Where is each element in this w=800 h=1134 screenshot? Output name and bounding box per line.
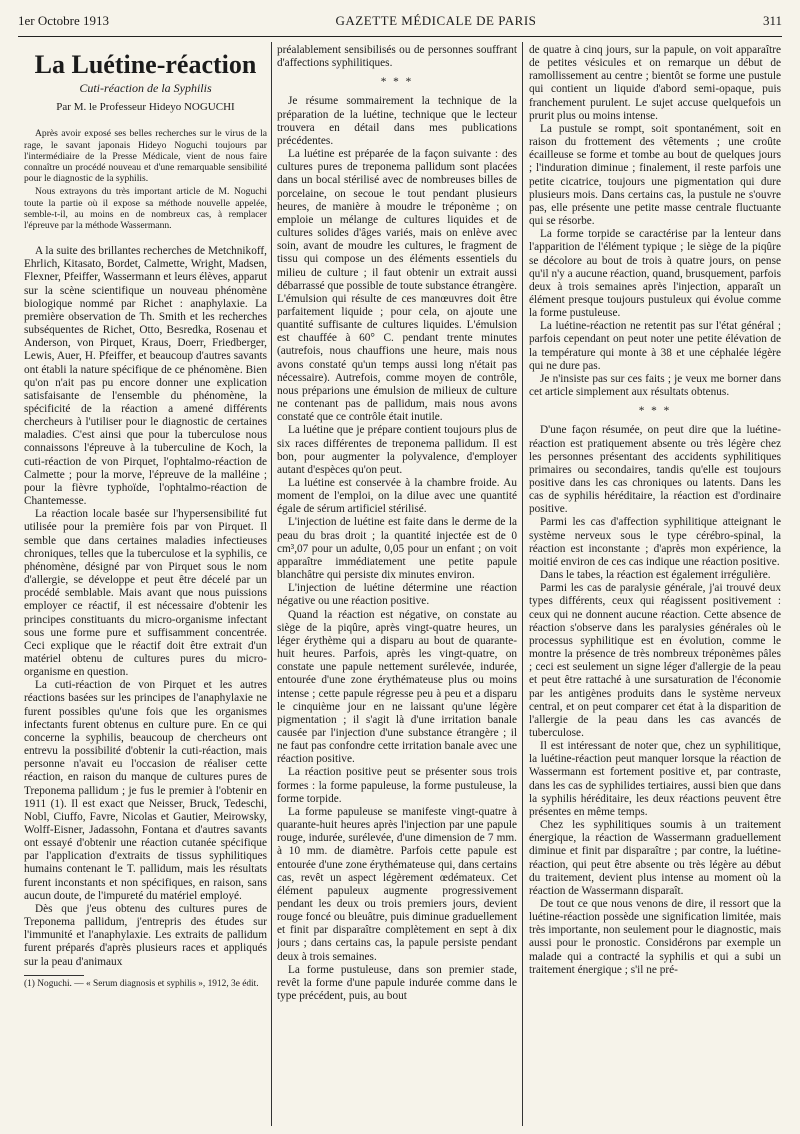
page-header	[18, 8, 782, 34]
paragraph: La luétine est préparée de la façon suivante : des cultures pures de treponema pallidum sont placées dans un bocal stérilisé avec de nombreuses billes de porcelaine, on secoue le tout pendant plusieurs heures, de manière à moudre le tréponème ; on emploie un mélange de cultures liquides et de cultures solides d'âges variés, mais on enlève avec soin, avant de moudre les cultures, le fragment de tissu qui compose un des éléments essentiels du milieu de culture ; il faut obtenir un extrait aussi débarrassé que possible de toute substance étrangère. L'émulsion qui résulte de ces manœuvres doit être parfaitement liquide ; pour cela, on ajoute une quantité suffisante de cultures liquides. L'émulsion est chauffée à 60° C. pendant trente minutes (autrefois, nous chauffions une heure, mais nous avons constaté qu'un temps aussi long n'était pas nécessaire). Autrefois, comme moyen de contrôle, nous préparions une émulsion de milieux de culture ne contenant pas de pallidum, mais nous avons constaté que ce contrôle était inutile.	[277, 148, 517, 424]
journal-title: GAZETTE MÉDICALE DE PARIS	[335, 13, 537, 28]
paragraph: Je résume sommairement la technique de la préparation de la luétine, technique que le lecteur trouvera en détail dans mes publications précédentes.	[277, 95, 517, 147]
article-title: La Luétine-réaction	[34, 50, 257, 79]
paragraph: Chez les syphilitiques soumis à un traitement énergique, la réaction de Wassermann graduellement diminue et finit par disparaître ; par contre, la luétine-réaction, qui peut être absente ou très légère au début du traitement, devient plus intense au moment où la réaction de Wassermann disparaît.	[529, 819, 781, 897]
paragraph: Quand la réaction est négative, on constate au siège de la piqûre, après vingt-quatre heures, un léger érythème qui a disparu au bout de quarante-huit heures. Parfois, après les vingt-quatre, on constate une papule nettement surélevée, indurée, entourée d'une zone érythémateuse plus ou moins intense ; cette papule régresse peu à peu et a disparu le cinquième jour en ne laissant qu'une légère pigmentation ; il s'agit là d'une irritation banale causée par l'injection d'une substance étrangère ; il ne faut pas confondre cette irritation banale avec une réaction positive.	[277, 608, 517, 766]
paragraph: D'une façon résumée, on peut dire que la luétine-réaction est pratiquement absente ou très légère chez les personnes présentant des accidents syphilitiques primaires ou secondaires, tandis qu'elle est toujours positive dans les cas chroniques ou latents. Dans les cas de syphilis héréditaire, la réaction est d'ordinaire positive.	[529, 424, 781, 516]
paragraph: L'injection de luétine est faite dans le derme de la peau du bras droit ; la quantité injectée est de 0 cm³,07 pour un adulte, 0,05 pour un enfant ; on voit apparaître immédiatement une petite papule blanchâtre qui persiste dix minutes environ.	[277, 516, 517, 582]
paragraph: Dès que j'eus obtenu des cultures pures de Treponema pallidum, j'entrepris des études sur l'immunité et l'anaphylaxie. Les extraits de pallidum furent préparés d'après plusieurs races et appliqués sur la peau d'animaux	[24, 902, 267, 968]
paragraph: Il est intéressant de noter que, chez un syphilitique, la luétine-réaction peut manquer lorsque la réaction de Wassermann est fortement positive et, par contraste, dans les cas de syphilides tertiaires, aussi bien que dans la syphilis héréditaire, les deux réactions peuvent être présentes en même temps.	[529, 740, 781, 818]
footnote-rule	[24, 975, 84, 976]
paragraph: La luétine est conservée à la chambre froide. Au moment de l'emploi, on la dilue avec une quantité égale de sérum artificiel stérilisé.	[277, 477, 517, 516]
paragraph: Dans le tabes, la réaction est également irrégulière.	[540, 569, 771, 582]
paragraph: La luétine que je prépare contient toujours plus de six races différentes de treponema pallidum. Il est bon, pour augmenter la polyvalence, d'employer autant d'espèces qu'on peut.	[277, 424, 517, 476]
paragraph: La luétine-réaction ne retentit pas sur l'état général ; parfois cependant on peut noter une petite élévation de la température qui monte à 38 et une céphalée légère qui ne dure pas.	[529, 320, 781, 372]
paragraph: La forme torpide se caractérise par la lenteur dans l'apparition de l'élément typique ; le siège de la piqûre se décolore au bout de trois à quatre jours, on pense qu'il n'y a aucune réaction, quand, brusquement, parfois deux à trois semaines après l'injection, apparaît un élément presque toujours pustuleux qui évolue comme la forme pustuleuse.	[529, 228, 781, 320]
article-subtitle: Cuti-réaction de la Syphilis	[79, 81, 212, 95]
paragraph: De tout ce que nous venons de dire, il ressort que la luétine-réaction possède une signification limitée, mais très importante, non seulement pour le diagnostic, mais aussi pour le pronostic. Considérons par exemple un malade qui a contracté la syphilis et qui a subi un traitement énergique ; s'il ne pré-	[529, 898, 781, 976]
article-byline: Par M. le Professeur Hideyo NOGUCHI	[56, 101, 235, 114]
paragraph: La réaction positive peut se présenter sous trois formes : la forme papuleuse, la forme pustuleuse, la forme torpide.	[277, 766, 517, 805]
paragraph: Je n'insiste pas sur ces faits ; je veux me borner dans cet article simplement aux résultats obtenus.	[529, 372, 781, 399]
issue-date: 1er Octobre 1913	[18, 13, 109, 28]
section-separator: * * *	[380, 76, 414, 89]
paragraph: La cuti-réaction de von Pirquet et les autres réactions basées sur les principes de l'anaphylaxie ne furent possibles qu'une fois que les organismes infectants furent obtenus en culture pure. En ce qui concerne la syphilis, beaucoup de chercheurs ont entrevu la possibilité d'obtenir la cuti-réaction, mais personne n'avait eu l'occasion de réaliser cette réaction, en raison du manque de cultures pures de Treponema pallidum ; je fus le premier à l'obtenir en 1911 (1). Il est exact que Neisser, Bruck, Tedeschi, Nobl, Ciuffo, Favre, Nicolas et Gautier, Meirowsky, Wolff-Eisner, Jadassohn, Fontana et d'autres savants ont essayé d'obtenir une réaction cutanée spécifique par l'application d'extraits de tissus syphilitiques humains contenant le T. pallidum, mais les résultats furent inconstants et non spécifiques, en raison, sans aucun doute, de l'impureté du matériel employé.	[24, 679, 267, 902]
column-divider	[522, 42, 523, 1126]
column-2	[277, 44, 517, 1128]
paragraph: A la suite des brillantes recherches de Metchnikoff, Ehrlich, Kitasato, Bordet, Calmette, Wright, Madsen, Flexner, Pfeiffer, Wassermann et leurs élèves, apparut sur la scène scientifique un nouveau phénomène biologique nommé par Richet : anaphylaxie. La première observation de Th. Smith et les recherches subséquentes de Richet, Otto, Besredka, Rosenau et Anderson, von Pirquet, Kraus, Doerr, Friedberger, Lewis, Auer, H. Pfeiffer, et beaucoup d'autres savants ont établi la nature spécifique de ce phénomène. Bien qu'on n'ait pas pu encore donner une explication satisfaisante de l'ensemble du phénomène, la spécificité de la réaction a amené différents chercheurs à l'utiliser pour le diagnostic de certaines maladies. C'est ainsi que pour la tuberculose nous connaissons l'épreuve à la tuberculine de Koch, la cuti-réaction de von Pirquet, l'ophtalmo-réaction de Calmette ; pour la morve, l'épreuve de la malléine ; pour la fièvre typhoïde, l'ophtalmo-réaction de Chantemesse.	[24, 245, 267, 508]
column-1	[24, 44, 267, 1128]
footnote: (1) Noguchi. — « Serum diagnosis et syphilis », 1912, 3e édit.	[24, 978, 259, 989]
paragraph: de quatre à cinq jours, sur la papule, on voit apparaître de petites vésicules et on remarque un début de ramollissement au centre ; bientôt se forme une pustule qui contient un liquide d'abord semi-opaque, puis franchement purulent. Le sujet accuse quelquefois un prurit plus ou moins intense.	[529, 44, 781, 122]
intro-paragraph: Nous extrayons du très important article de M. Noguchi toute la partie où il expose sa méthode nouvelle appelée, semble-t-il, au moins en de nombreux cas, à remplacer l'épreuve par la méthode Wassermann.	[24, 186, 267, 231]
section-separator: * * *	[638, 405, 672, 418]
column-3	[529, 44, 781, 1128]
page-number: 311	[762, 13, 782, 28]
column-divider	[271, 42, 272, 1126]
paragraph: La forme pustuleuse, dans son premier stade, revêt la forme d'une papule indurée comme dans le type précédent, puis, au bout	[277, 963, 517, 1003]
paragraph: La réaction locale basée sur l'hypersensibilité fut utilisée pour la première fois par von Pirquet. Il semble que dans certaines maladies infectieuses chroniques, telles que la tuberculose et la syphilis, ce phénomène, désigné par von Pirquet sous le nom d'allergie, se développe et peut être décelé par un procédé semblable. Mais avant que nous puissions employer ce réactif, il est nécessaire d'obtenir les principes constituants du micro-organisme infectant sous une forme pure et suffisamment concentrée. Ceci explique que le réactif doit être extrait d'un matériel obtenu de cultures pures du micro-organisme en question.	[24, 508, 267, 679]
intro-paragraph: Après avoir exposé ses belles recherches sur le virus de la rage, le savant japonais Hideyo Noguchi toujours par l'intermédiaire de la Presse Médicale, vient de nous faire connaître un procédé nouveau et d'une remarquable sensibilité pour le diagnostic de la syphilis.	[24, 128, 267, 185]
paragraph: La forme papuleuse se manifeste vingt-quatre à quarante-huit heures après l'injection par une papule rouge, indurée, surélevée, d'une dimension de 7 mm. à 10 mm. de diamètre. Parfois cette papule est entourée d'une zone érythémateuse qui, dans certains cas, revêt un aspect légèrement œdémateux. Cet élément papuleux augmente progressivement pendant les deux ou trois premiers jours, devient rouge foncé ou bleuâtre, puis diminue graduellement et finit par disparaître complètement en sept à dix jours ; dans certains cas, la papule persiste pendant deux à trois semaines.	[277, 805, 517, 963]
paragraph: La pustule se rompt, soit spontanément, soit en raison du frottement des vêtements ; une croûte écailleuse se forme et tombe au bout de quelques jours ; l'induration diminue ; finalement, il reste parfois une petite cicatrice, toujours une pigmentation qui dure plusieurs mois. Dans certains cas, la pustule ne s'ouvre pas, elle présente une petite masse centrale fluctuante qui se résorbe.	[529, 122, 781, 228]
paragraph: L'injection de luétine détermine une réaction négative ou une réaction positive.	[277, 582, 517, 608]
paragraph: Parmi les cas d'affection syphilitique atteignant le système nerveux sous le type cérébro-spinal, la réaction est inconstante ; d'après mon expérience, la moitié environ de ces cas indique une réaction positive.	[529, 516, 781, 568]
paragraph: Parmi les cas de paralysie générale, j'ai trouvé deux types différents, ceux qui réagissent positivement : ceux qui ne donnent aucune réaction. Cette absence de réaction s'observe dans les paralysies générales où le processus syphilitique est en évolution, comme le montre la présence de très nombreux tréponèmes pâles ; ceci est seulement un signe léger d'allergie de la peau et peut être rattaché à une sursaturation de l'économie par les antigènes produits dans le système nerveux central, et on peut comparer cet état à la disparition de l'allergie de la peau dans les cas avancés de tuberculose.	[529, 582, 781, 739]
paragraph: préalablement sensibilisés ou de personnes souffrant d'affections syphilitiques.	[277, 44, 517, 70]
header-rule	[18, 36, 782, 37]
